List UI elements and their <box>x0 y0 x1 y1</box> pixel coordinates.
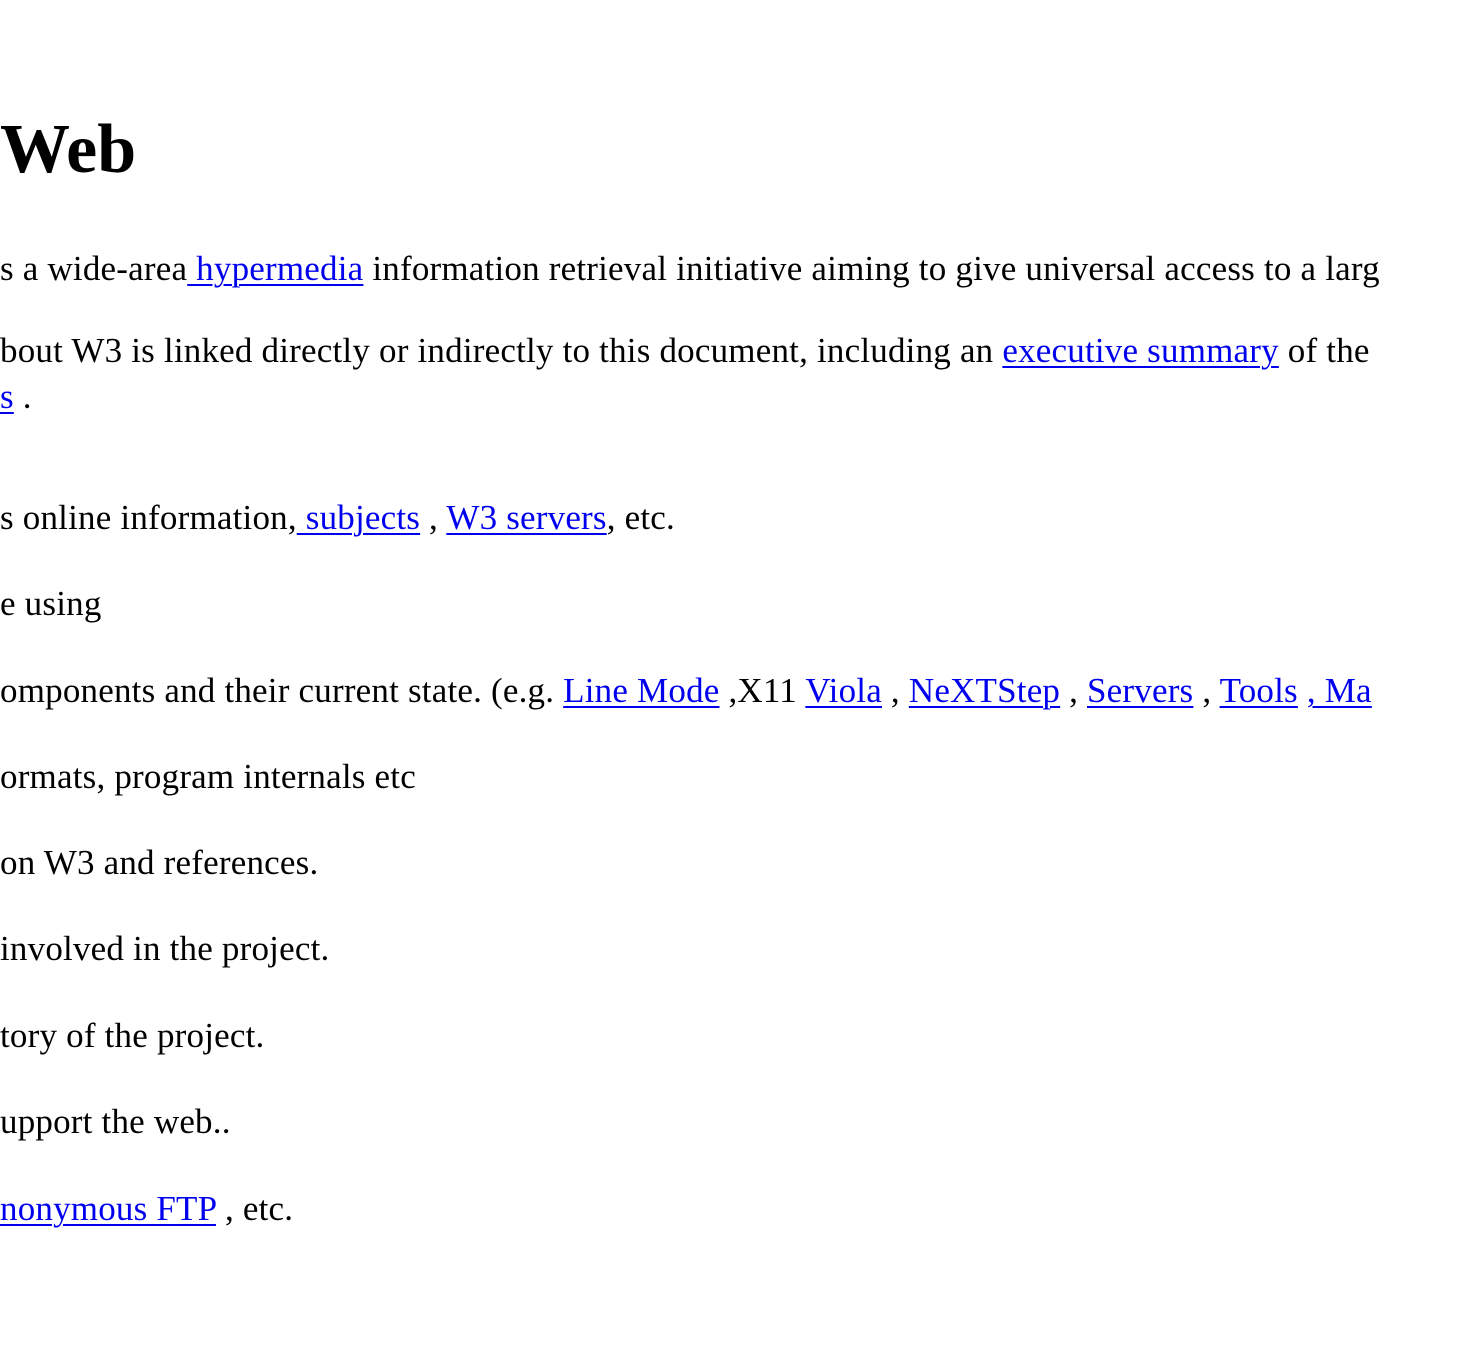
online-separator: , <box>420 498 447 537</box>
w3-servers-link[interactable]: W3 servers <box>446 498 607 537</box>
formats-item: ormats, program internals etc <box>0 757 416 796</box>
references-item: on W3 and references. <box>0 843 319 882</box>
people-item: involved in the project. <box>0 929 330 968</box>
components-text-before: omponents and their current state. (e.g. <box>0 671 564 710</box>
about-paragraph-line2 <box>0 376 32 418</box>
ftp-text-after: , etc. <box>216 1189 294 1228</box>
about-trailing-link[interactable]: s <box>0 377 14 416</box>
ftp-item <box>0 1188 293 1230</box>
viola-link[interactable]: Viola <box>805 671 882 710</box>
using-item: e using <box>0 584 102 623</box>
about-paragraph <box>0 330 1370 372</box>
executive-summary-link[interactable]: executive summary <box>1002 331 1279 370</box>
intro-paragraph <box>0 248 1380 290</box>
x11-text: ,X11 <box>719 671 806 710</box>
about-text-after: of the <box>1278 331 1370 370</box>
components-item <box>0 670 1372 712</box>
hypermedia-link[interactable]: hypermedia <box>187 249 364 288</box>
components-separator <box>1298 671 1307 710</box>
subjects-link[interactable]: subjects <box>296 498 421 537</box>
support-item: upport the web.. <box>0 1102 231 1141</box>
about-line2-text: . <box>13 377 32 416</box>
components-separator: , <box>1060 671 1087 710</box>
tools-link[interactable]: Tools <box>1219 671 1298 710</box>
history-item: tory of the project. <box>0 1016 265 1055</box>
intro-text-before: s a wide-area <box>0 249 188 288</box>
components-separator: , <box>1193 671 1220 710</box>
anonymous-ftp-link[interactable]: nonymous FTP <box>0 1189 217 1228</box>
servers-link[interactable]: Servers <box>1087 671 1194 710</box>
online-text-before: s online information, <box>0 498 297 537</box>
about-text-before: bout W3 is linked directly or indirectly to this document, including an <box>0 331 1003 370</box>
components-separator: , <box>881 671 909 710</box>
line-mode-link[interactable]: Line Mode <box>563 671 720 710</box>
online-info-item <box>0 497 675 539</box>
page-title: Web <box>0 111 137 188</box>
online-text-after: , etc. <box>606 498 675 537</box>
intro-text-after: information retrieval initiative aiming to give universal access to a larg <box>363 249 1380 288</box>
more-link[interactable]: , Ma <box>1306 671 1372 710</box>
nextstep-link[interactable]: NeXTStep <box>908 671 1061 710</box>
